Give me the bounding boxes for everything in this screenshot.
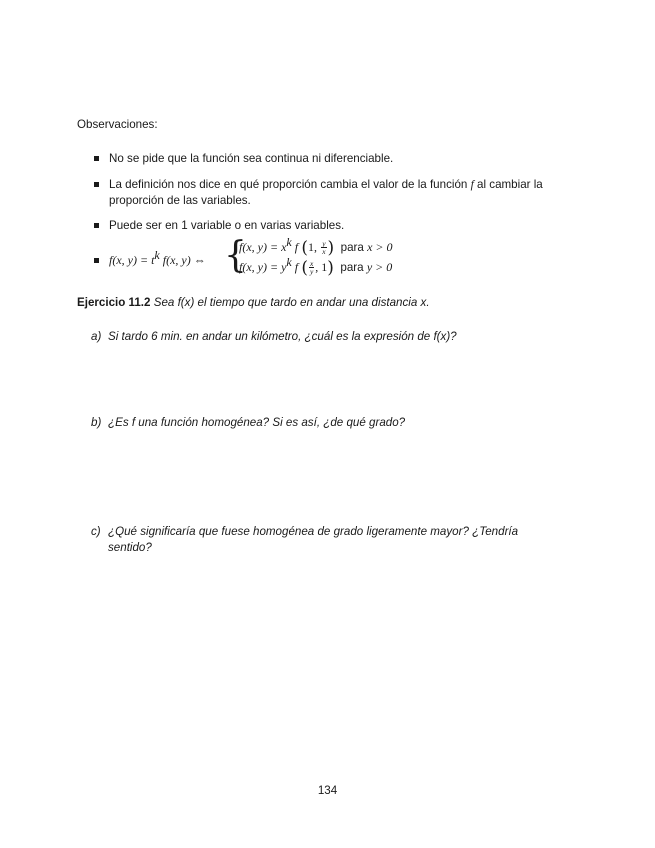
exercise-label: Ejercicio 11.2 (77, 296, 151, 309)
question-text: ¿Es f una función homogénea? Si es así, ¿de qué grado? (108, 416, 406, 429)
question-label: a) (91, 330, 102, 343)
homogeneity-formula (109, 235, 439, 280)
list-item (109, 218, 569, 234)
list-item-text: Puede ser en 1 variable o en varias variables. (109, 219, 345, 232)
question-label: c) (91, 525, 101, 538)
list-item-text: La definición nos dice en qué proporción cambia el valor de la función (109, 178, 471, 191)
list-item-text: No se pide que la función sea continua ni diferenciable. (109, 152, 394, 165)
bullet-icon (94, 156, 99, 161)
exercise-statement (77, 296, 430, 309)
question-text: ¿Qué significaría que fuese homogénea de grado ligeramente mayor? ¿Tendría sentido? (108, 525, 519, 554)
bullet-icon (94, 223, 99, 228)
exercise-text: Sea f(x) el tiempo que tardo en andar una distancia x. (153, 296, 430, 309)
formula-case-2: f(x, $y) = y^k$ f ( $\frac{x}{y}$ , 1) para y > 0 (239, 255, 393, 278)
page-number: 134 (317, 784, 338, 797)
formula-lhs: f(x, $y) = t^k$ f(x, y) ⇔ (109, 248, 206, 267)
question-label: b) (91, 416, 102, 429)
observations-heading: Observaciones: (77, 118, 158, 131)
question-text: Si tardo 6 min. en andar un kilómetro, ¿cuál es la expresión de f(x)? (108, 330, 457, 343)
left-brace: { (224, 235, 247, 276)
bullet-icon (94, 258, 99, 263)
list-item-text-tail: al cambiar la proporción de las variables. (109, 178, 543, 207)
fraction-x-over-y: $\frac{x}{y}$ (309, 259, 314, 277)
fraction-y-over-x: $\frac{y}{x}$ (322, 239, 326, 257)
list-item (109, 177, 569, 208)
bullet-icon (94, 182, 99, 187)
formula-case-1: f(x, $y) = x^k$ f (1, $\frac{y}{x}$ ) para x > 0 (239, 235, 393, 258)
list-item (109, 151, 569, 167)
function-variable: f (470, 178, 474, 191)
